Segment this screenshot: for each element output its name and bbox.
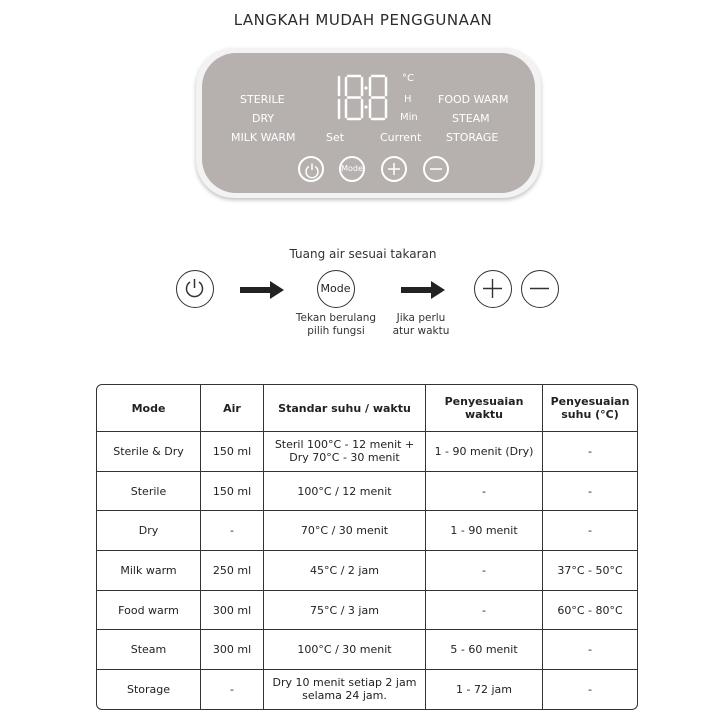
header-temp-adjust: Penyesuaian suhu (°C) xyxy=(543,385,637,432)
cell: 70°C / 30 menit xyxy=(264,511,426,551)
cell: Sterile & Dry xyxy=(97,432,201,472)
panel-mode-label: Mode xyxy=(341,164,363,173)
plus-icon xyxy=(475,271,511,307)
arrow-right-icon xyxy=(401,281,447,299)
table-header-row xyxy=(97,385,637,432)
cell: - xyxy=(588,682,592,696)
cell: Storage xyxy=(97,670,201,709)
step-minus-button xyxy=(521,270,559,308)
cell: - xyxy=(201,511,264,551)
cell: 150 ml xyxy=(201,472,264,512)
cell: 300 ml xyxy=(201,630,264,670)
cell: - xyxy=(543,630,637,670)
cell: Steam xyxy=(97,630,201,670)
label-food-warm: FOOD WARM xyxy=(438,93,509,106)
cell: - xyxy=(201,670,264,709)
settings-table xyxy=(96,384,638,710)
cell: 45°C / 2 jam xyxy=(264,551,426,591)
power-icon xyxy=(177,271,213,307)
label-set: Set xyxy=(326,131,345,144)
minus-icon xyxy=(425,158,451,184)
cell: 75°C / 3 jam xyxy=(264,591,426,631)
table-row xyxy=(97,551,637,591)
label-storage: STORAGE xyxy=(446,131,499,144)
cell: 37°C - 50°C xyxy=(543,551,637,591)
plus-icon xyxy=(383,158,409,184)
panel-power-button xyxy=(298,156,324,182)
cell: 60°C - 80°C xyxy=(543,591,637,631)
cell: - xyxy=(543,511,637,551)
cell: 1 - 90 menit (Dry) xyxy=(426,432,543,472)
unit-hour: H xyxy=(404,94,412,105)
label-steam: STEAM xyxy=(452,112,490,125)
cell: Dry xyxy=(97,511,201,551)
cell: - xyxy=(426,591,543,631)
cell: Food warm xyxy=(97,591,201,631)
cell: Dry 10 menit setiap 2 jam selama 24 jam. xyxy=(264,670,426,709)
header-air: Air xyxy=(201,385,264,432)
note-mode-line2: pilih fungsi xyxy=(307,325,365,337)
table-row xyxy=(97,630,637,670)
cell: - xyxy=(543,472,637,512)
cell: 100°C / 30 menit xyxy=(264,630,426,670)
panel-mode-button xyxy=(339,156,365,182)
panel-plus-button xyxy=(381,156,407,182)
header-mode: Mode xyxy=(97,385,201,432)
table-row xyxy=(97,591,637,631)
seven-segment-display xyxy=(330,73,398,123)
label-sterile: STERILE xyxy=(240,93,285,106)
unit-minute: Min xyxy=(400,112,418,123)
cell: - xyxy=(543,432,637,472)
cell: Steril 100°C - 12 menit + Dry 70°C - 30 menit xyxy=(264,432,426,472)
step-plus-button xyxy=(474,270,512,308)
cell: 1 - 72 jam xyxy=(426,670,543,709)
table-row xyxy=(97,432,637,472)
table-row xyxy=(97,511,637,551)
step-mode-label: Mode xyxy=(320,282,351,295)
note-mode-line1: Tekan berulang xyxy=(295,312,377,324)
page-title: LANGKAH MUDAH PENGGUNAAN xyxy=(233,11,493,29)
cell: 1 - 90 menit xyxy=(426,511,543,551)
cell: 150 ml xyxy=(201,432,264,472)
control-panel-face xyxy=(202,53,535,193)
step-power-button xyxy=(176,270,214,308)
cell: - xyxy=(426,551,543,591)
power-icon xyxy=(300,158,326,184)
cell: 250 ml xyxy=(201,551,264,591)
note-adjust-line1: Jika perlu xyxy=(396,312,446,324)
header-time-adjust: Penyesuaian waktu xyxy=(426,385,543,432)
unit-celsius: °C xyxy=(402,73,414,84)
cell: 300 ml xyxy=(201,591,264,631)
cell: 5 - 60 menit xyxy=(426,630,543,670)
panel-minus-button xyxy=(423,156,449,182)
cell: 100°C / 12 menit xyxy=(264,472,426,512)
note-mode xyxy=(286,312,386,338)
cell: - xyxy=(426,472,543,512)
label-milk-warm: MILK WARM xyxy=(231,131,296,144)
note-adjust-line2: atur waktu xyxy=(392,325,450,337)
cell: Milk warm xyxy=(97,551,201,591)
note-adjust xyxy=(376,312,466,338)
table-row xyxy=(97,472,637,512)
table-row xyxy=(97,670,637,709)
step-mode-button xyxy=(317,270,355,308)
cell: Sterile xyxy=(97,472,201,512)
arrow-right-icon xyxy=(240,281,286,299)
header-standard: Standar suhu / waktu xyxy=(264,385,426,432)
minus-icon xyxy=(522,271,558,307)
label-dry: DRY xyxy=(252,112,275,125)
steps-caption: Tuang air sesuai takaran xyxy=(289,247,437,261)
control-panel xyxy=(196,48,541,198)
label-current: Current xyxy=(380,131,422,144)
